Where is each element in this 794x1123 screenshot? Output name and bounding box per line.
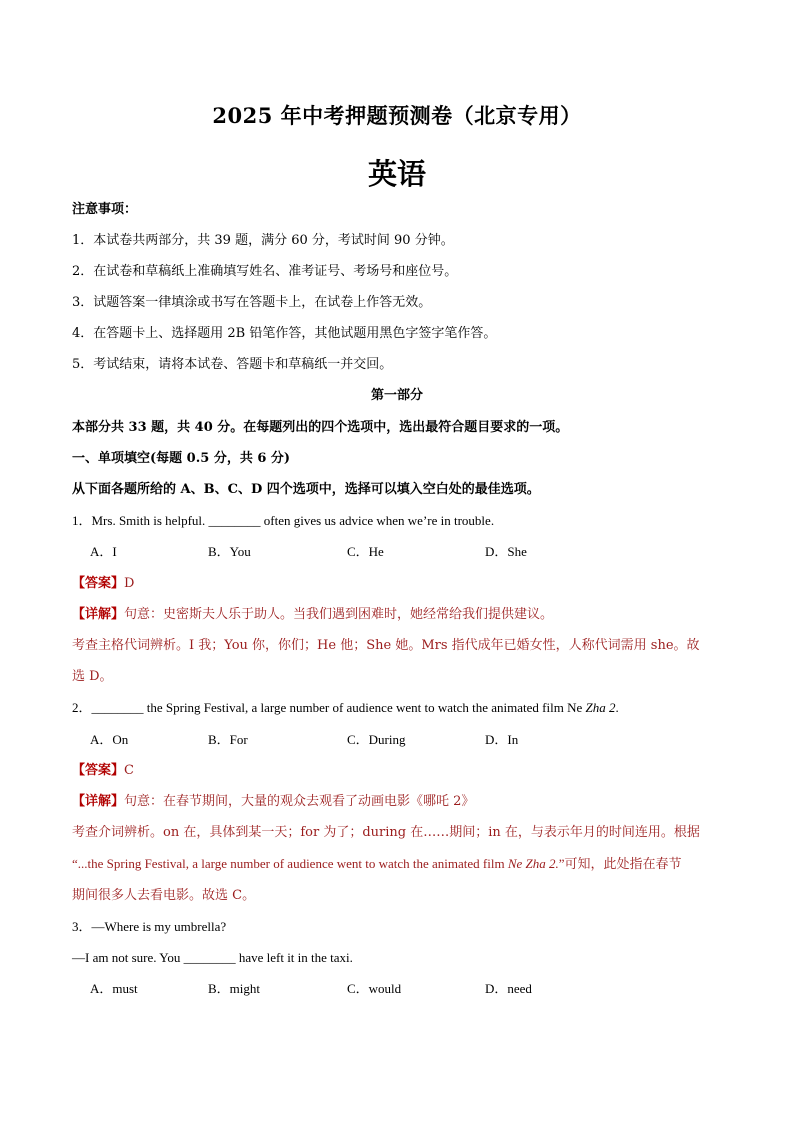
part-intro: 本部分共 33 题，共 40 分。在每题列出的四个选项中，选出最符合题目要求的一项。 [72,420,569,435]
question-2-detail [72,792,474,812]
detail-text: 句意：史密斯夫人乐于助人。当我们遇到困难时，她经常给我们提供建议。 [124,607,554,622]
notice-heading: 注意事项： [72,202,138,217]
question-2-answer [72,761,134,781]
question-3-option-b: B．might [208,981,261,996]
question-2-option-d: D．In [485,732,519,747]
question-1-detail [72,605,553,625]
question-1-stem: 1．Mrs. Smith is helpful. ________ often gives us advice when we’re in trouble. [72,513,495,528]
question-3-option-a: A．must [90,981,138,996]
question-2-stem-text: 2．________ the Spring Festival, a large number of audience went to watch the animated film Ne [72,700,586,715]
answer-value: C [124,763,134,778]
question-2-stem-end: . [615,700,619,715]
question-2-option-b: B．For [208,732,248,747]
question-1-option-d: D．She [485,544,527,559]
notice-item-4: 4．在答题卡上、选择题用 2B 铅笔作答，其他试题用黑色字签字笔作答。 [72,326,497,341]
explanation-tail: ”可知，此处指在春节 [558,856,682,871]
question-1-explanation-line-1: 考查主格代词辨析。I 我；You 你，你们；He 他；She 她。Mrs 指代成年已婚女性，人称代词需用 she。故 [72,638,700,653]
notice-item-3: 3．试题答案一律填涂或书写在答题卡上，在试卷上作答无效。 [72,295,432,310]
question-2-explanation-line-2 [72,854,682,874]
question-2-stem-film: Zha 2 [585,700,616,715]
section-instruction: 从下面各题所给的 A、B、C、D 四个选项中，选择可以填入空白处的最佳选项。 [72,482,540,497]
question-1-explanation-line-2: 选 D。 [72,669,113,684]
question-2-option-a: A．On [90,732,129,747]
subject-title: 英语 [367,157,426,191]
question-3-stem-2: —I am not sure. You ________ have left it in the taxi. [72,950,353,965]
part-heading: 第一部分 [370,388,423,403]
page-title: 2025 年中考押题预测卷（北京专用） [212,103,582,128]
question-3-stem: 3．—Where is my umbrella? [72,919,227,934]
explanation-film: Ne Zha 2. [507,856,559,871]
question-2-option-c: C．During [347,732,406,747]
detail-tag: 【详解】 [72,794,125,809]
question-2-explanation-line-1: 考查介词辨析。on 在，具体到某一天；for 为了；during 在……期间；in 在，与表示年月的时间连用。根据 [72,825,700,840]
question-3-option-c: C．would [347,981,402,996]
answer-value: D [124,576,135,591]
notice-item-5: 5．考试结束，请将本试卷、答题卡和草稿纸一并交回。 [72,357,393,372]
question-2-stem [72,698,619,718]
answer-tag: 【答案】 [72,763,125,778]
notice-item-2: 2．在试卷和草稿纸上准确填写姓名、准考证号、考场号和座位号。 [72,264,458,279]
question-3-option-d: D．need [485,981,532,996]
detail-text: 句意：在春节期间，大量的观众去观看了动画电影《哪吒 2》 [124,794,475,809]
question-1-answer [72,574,134,594]
notice-item-1: 1．本试卷共两部分，共 39 题，满分 60 分，考试时间 90 分钟。 [72,233,454,248]
explanation-quote: “...the Spring Festival, a large number of audience went to watch the animated film [72,856,508,871]
section-title: 一、单项填空(每题 0.5 分，共 6 分) [72,451,291,466]
question-1-option-b: B．You [208,544,251,559]
question-2-explanation-line-3: 期间很多人去看电影。故选 C。 [72,888,256,903]
question-1-option-a: A．I [90,544,117,559]
detail-tag: 【详解】 [72,607,125,622]
question-1-option-c: C．He [347,544,384,559]
answer-tag: 【答案】 [72,576,125,591]
